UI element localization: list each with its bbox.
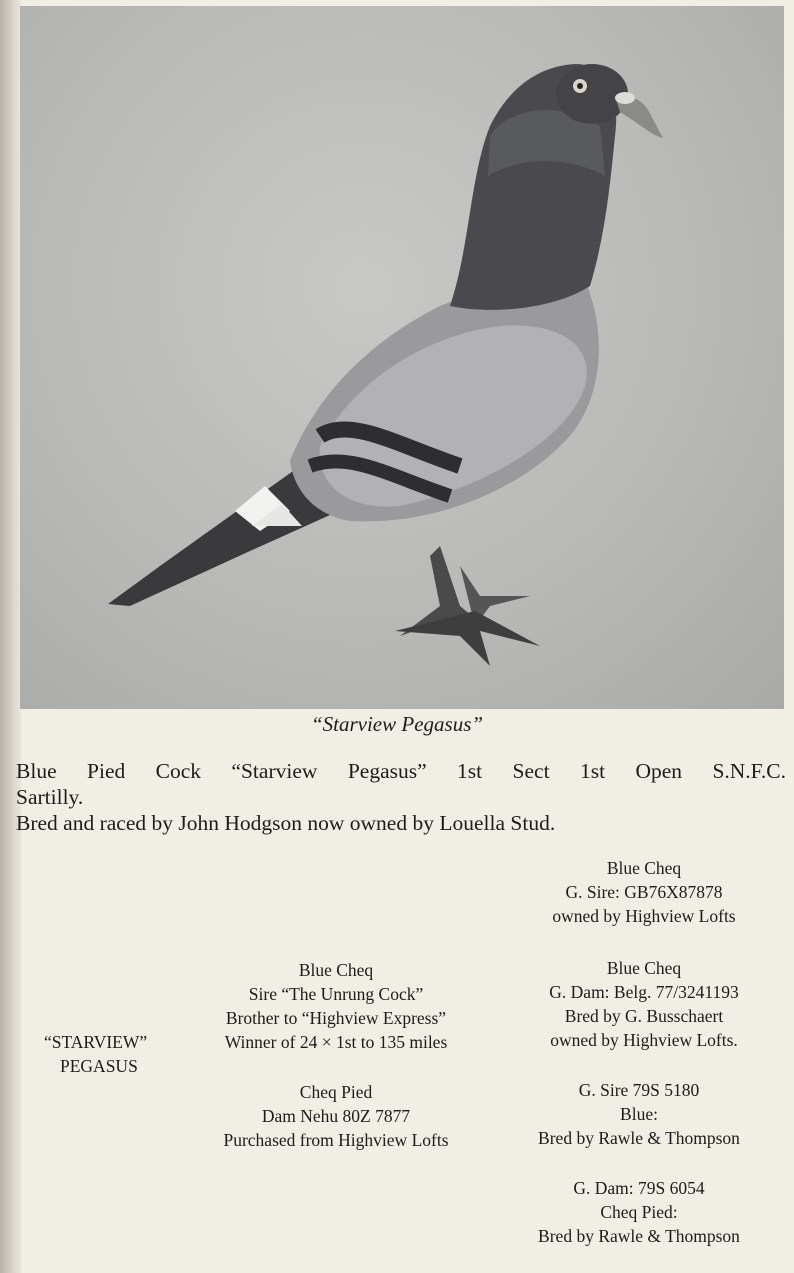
pedigree-line: owned by Highview Lofts bbox=[552, 906, 736, 926]
pedigree-line: Purchased from Highview Lofts bbox=[223, 1130, 449, 1150]
pedigree-line: Winner of 24 × 1st to 135 miles bbox=[224, 1032, 448, 1052]
pedigree-sire bbox=[186, 958, 486, 1054]
pedigree-line: G. Sire: GB76X87878 bbox=[565, 882, 723, 902]
pedigree-line: G. Sire 79S 5180 bbox=[578, 1080, 700, 1100]
description-line: Bred and raced by John Hodgson now owned by Louella Stud. bbox=[16, 811, 556, 835]
pigeon-illustration bbox=[20, 6, 784, 709]
pedigree-line: Blue Cheq bbox=[298, 960, 374, 980]
pedigree-granddam-dam bbox=[514, 1176, 764, 1248]
pedigree-line: Blue Cheq bbox=[606, 958, 682, 978]
pedigree-line: Brother to “Highview Express” bbox=[225, 1008, 447, 1028]
pedigree-dam bbox=[186, 1080, 486, 1152]
pedigree-grandsire-sire bbox=[524, 856, 764, 928]
pedigree-line: Blue Cheq bbox=[606, 858, 682, 878]
photo-caption: “Starview Pegasus” bbox=[310, 712, 484, 736]
pedigree-line: Sire “The Unrung Cock” bbox=[248, 984, 424, 1004]
pedigree-line: G. Dam: 79S 6054 bbox=[573, 1178, 705, 1198]
pedigree-line: Bred by Rawle & Thompson bbox=[538, 1226, 740, 1246]
pedigree-line: Bred by Rawle & Thompson bbox=[538, 1128, 740, 1148]
subject-name: PEGASUS bbox=[60, 1056, 138, 1076]
pedigree-line: owned by Highview Lofts. bbox=[550, 1030, 738, 1050]
pedigree-line: Blue: bbox=[620, 1104, 658, 1124]
pedigree-line: Cheq Pied bbox=[299, 1082, 373, 1102]
pedigree-line: Cheq Pied: bbox=[600, 1202, 678, 1222]
pedigree-granddam-sire bbox=[524, 956, 764, 1052]
subject-name: “STARVIEW” bbox=[44, 1032, 148, 1052]
pedigree-line: G. Dam: Belg. 77/3241193 bbox=[549, 982, 739, 1002]
pedigree-line: Bred by G. Busschaert bbox=[564, 1006, 724, 1026]
pigeon-photo bbox=[20, 6, 784, 709]
page-gutter bbox=[0, 0, 22, 1273]
pedigree-line: Dam Nehu 80Z 7877 bbox=[261, 1106, 411, 1126]
pedigree-subject bbox=[44, 1030, 147, 1078]
pedigree-grandsire-dam bbox=[514, 1078, 764, 1150]
description bbox=[16, 758, 786, 836]
description-line: Sartilly. bbox=[16, 785, 84, 809]
description-line: Blue Pied Cock “Starview Pegasus” 1st Sect 1st Open S.N.F.C. bbox=[16, 759, 786, 783]
